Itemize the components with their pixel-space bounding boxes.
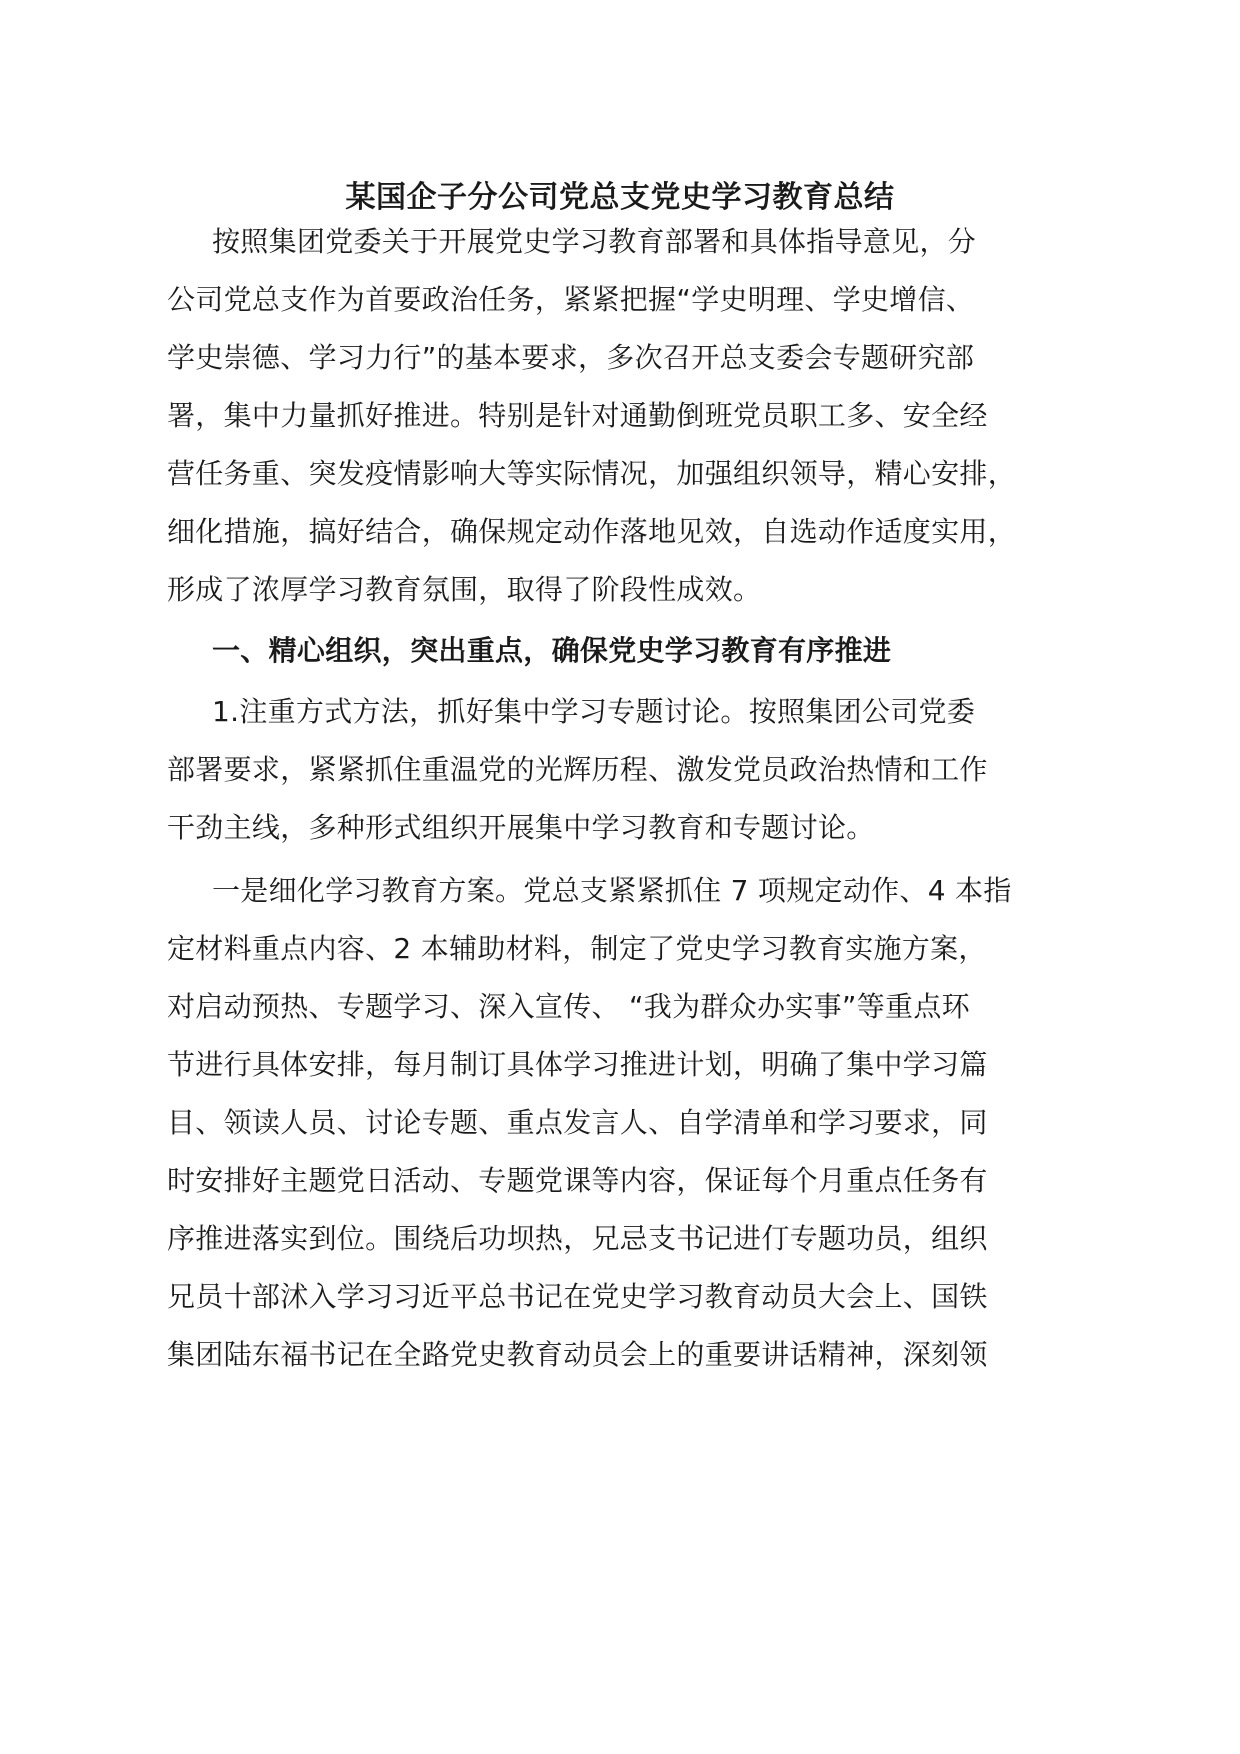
- paragraph-line: 学史崇德、学习力行”的基本要求，多次召开总支委会专题研究部: [167, 341, 975, 374]
- paragraph-line: 一是细化学习教育方案。党总支紧紧抓住 7 项规定动作、4 本指: [212, 874, 1012, 907]
- paragraph-line: 集团陆东福书记在全路党史教育动员会上的重要讲话精神，深刻领: [167, 1338, 988, 1371]
- paragraph-line: 公司党总支作为首要政治任务，紧紧把握“学史明理、学史增信、: [167, 283, 975, 316]
- paragraph-line: 署，集中力量抓好推进。特别是针对通勤倒班党员职工多、安全经: [167, 399, 988, 432]
- paragraph-line: 定材料重点内容、2 本辅助材料，制定了党史学习教育实施方案，: [167, 932, 987, 965]
- paragraph-line: 兄员十部沭入学习习近平总书记在党史学习教育动员大会上、国铁: [167, 1280, 988, 1313]
- document-title: 某国企子分公司党总支党史学习教育总结: [345, 180, 895, 215]
- paragraph-line: 1.注重方式方法，抓好集中学习专题讨论。按照集团公司党委: [212, 695, 976, 728]
- paragraph-line: 营任务重、突发疫情影响大等实际情况，加强组织领导，精心安排，: [167, 457, 1017, 490]
- paragraph-line: 部署要求，紧紧抓住重温党的光辉历程、激发党员政治热情和工作: [167, 753, 988, 786]
- paragraph-line: 形成了浓厚学习教育氛围，取得了阶段性成效。: [167, 573, 762, 606]
- paragraph-line: 干劲主线，多种形式组织开展集中学习教育和专题讨论。: [167, 811, 875, 844]
- paragraph-line: 目、领读人员、讨论专题、重点发言人、自学清单和学习要求，同: [167, 1106, 988, 1139]
- paragraph-line: 序推进落实到位。围绕后功坝热，兄忌支书记进仃专题功员，组织: [167, 1222, 988, 1255]
- paragraph-line: 对启动预热、专题学习、深入宣传、 “我为群众办实事”等重点环: [167, 990, 970, 1023]
- paragraph-line: 时安排好主题党日活动、专题党课等内容，保证每个月重点任务有: [167, 1164, 988, 1197]
- section-heading: 一、精心组织，突出重点，确保党史学习教育有序推进: [212, 634, 892, 667]
- paragraph-line: 节进行具体安排，每月制订具体学习推进计划，明确了集中学习篇: [167, 1048, 988, 1081]
- paragraph-line: 按照集团党委关于开展党史学习教育部署和具体指导意见，分: [212, 225, 977, 258]
- paragraph-line: 细化措施，搞好结合，确保规定动作落地见效，自选动作适度实用，: [167, 515, 1017, 548]
